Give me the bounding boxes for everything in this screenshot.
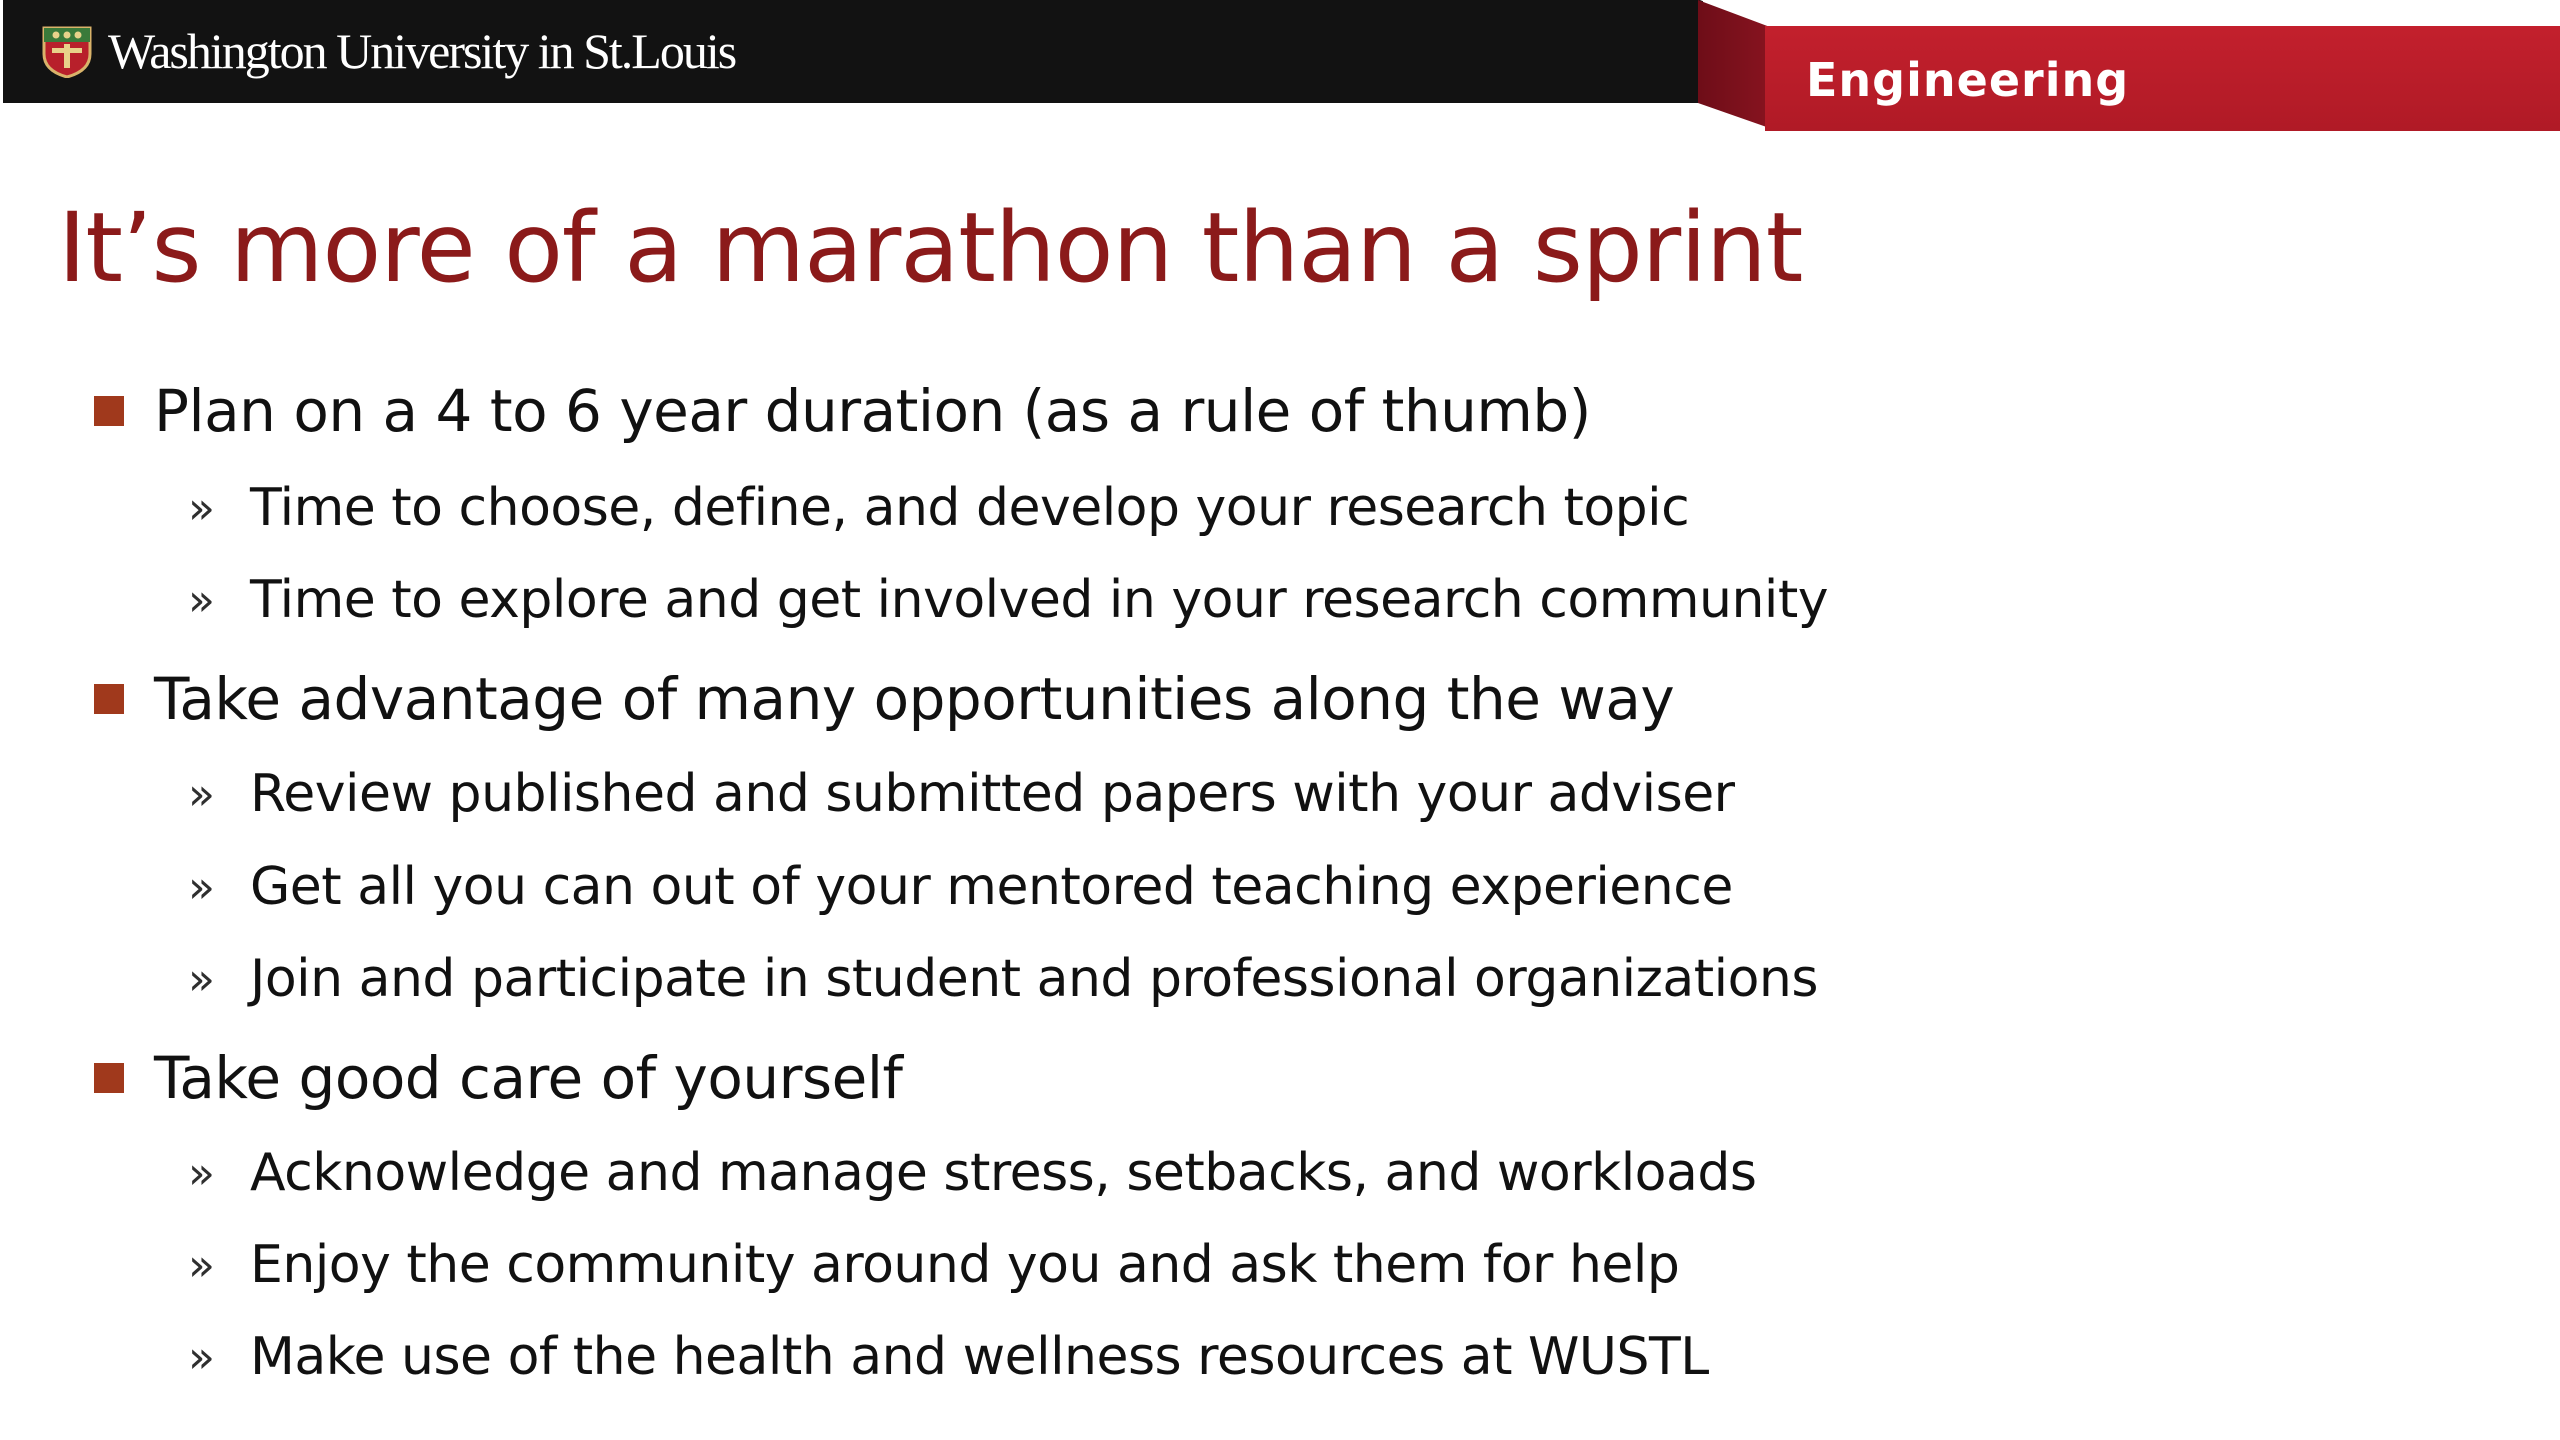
sub-bullet-item: [188, 944, 1818, 1014]
chevron-right-icon: »: [188, 953, 215, 1005]
sub-bullet-text: Time to explore and get involved in your research community: [250, 570, 1829, 630]
university-crest-icon: [40, 24, 94, 78]
chevron-right-icon: »: [188, 482, 215, 534]
sub-bullet-item: [188, 1138, 1756, 1208]
chevron-right-icon: »: [188, 1147, 215, 1199]
sub-bullet-item: [188, 852, 1733, 922]
sub-bullet-item: [188, 759, 1735, 829]
chevron-right-icon: »: [188, 1239, 215, 1291]
bullet-text: Take advantage of many opportunities along the way: [154, 665, 1675, 733]
sub-bullet-text: Review published and submitted papers with your adviser: [250, 764, 1735, 824]
sub-bullet-item: [188, 1230, 1679, 1300]
sub-bullet-item: [188, 565, 1828, 635]
chevron-right-icon: »: [188, 1331, 215, 1383]
bullet-text: Take good care of yourself: [154, 1044, 903, 1112]
chevron-right-icon: »: [188, 768, 215, 820]
department-label: Engineering: [1806, 53, 2130, 107]
bullet-item: [94, 1038, 902, 1118]
slide-title: It’s more of a marathon than a sprint: [58, 192, 1803, 304]
sub-bullet-text: Acknowledge and manage stress, setbacks, and workloads: [250, 1143, 1757, 1203]
chevron-right-icon: »: [188, 574, 215, 626]
sub-bullet-text: Enjoy the community around you and ask them for help: [250, 1235, 1680, 1295]
sub-bullet-text: Join and participate in student and professional organizations: [250, 949, 1818, 1009]
bullet-text: Plan on a 4 to 6 year duration (as a rule of thumb): [154, 377, 1591, 445]
sub-bullet-text: Make use of the health and wellness resources at WUSTL: [250, 1327, 1709, 1387]
square-bullet-icon: [94, 684, 124, 714]
bullet-item: [94, 371, 1591, 451]
square-bullet-icon: [94, 1063, 124, 1093]
sub-bullet-item: [188, 1322, 1709, 1392]
sub-bullet-text: Get all you can out of your mentored teaching experience: [250, 857, 1733, 917]
university-logo: [40, 24, 735, 78]
bullet-item: [94, 659, 1674, 739]
square-bullet-icon: [94, 396, 124, 426]
sub-bullet-item: [188, 473, 1689, 543]
sub-bullet-text: Time to choose, define, and develop your research topic: [250, 478, 1690, 538]
header-cutout: [1700, 0, 2560, 26]
university-wordmark: Washington University in St.Louis: [108, 23, 736, 79]
chevron-right-icon: »: [188, 861, 215, 913]
